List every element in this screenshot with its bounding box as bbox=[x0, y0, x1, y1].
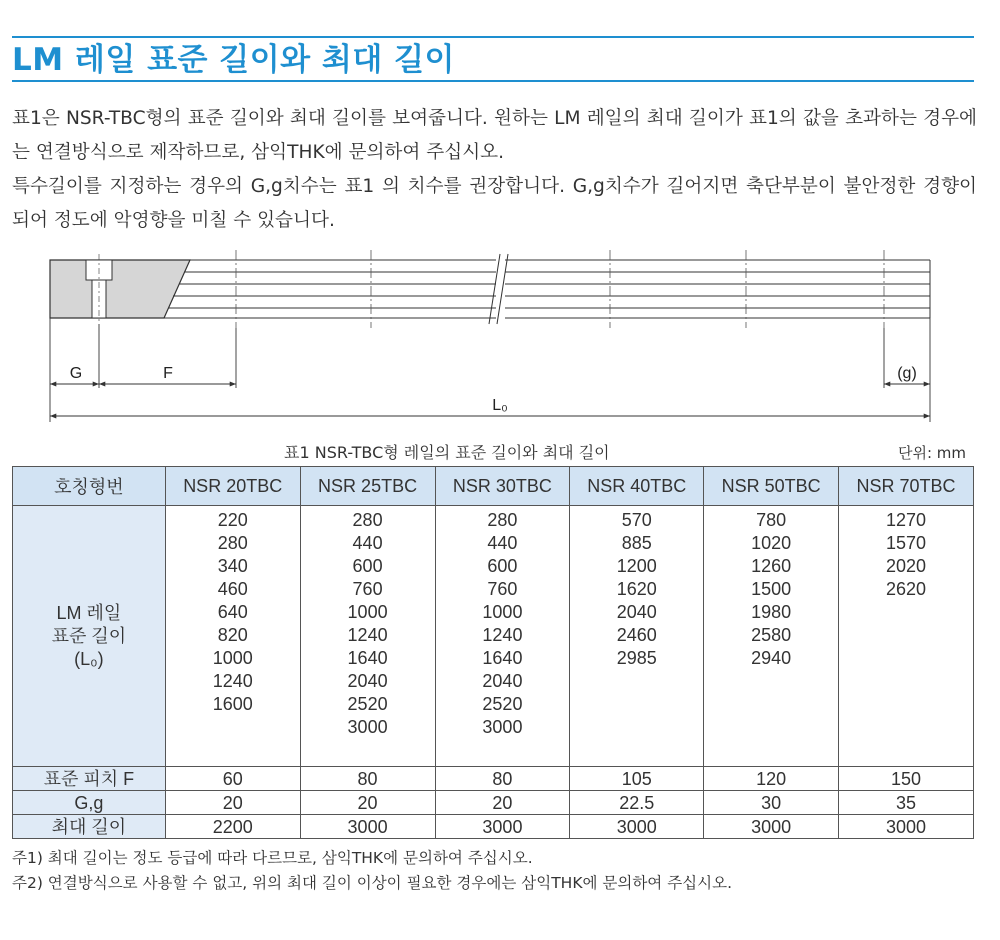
rail-end-section bbox=[50, 260, 190, 318]
standard-length-value: 440 bbox=[352, 533, 383, 553]
table-cell: 120 bbox=[704, 767, 839, 791]
standard-length-value: 1240 bbox=[347, 625, 388, 645]
standard-length-value: 2040 bbox=[616, 602, 657, 622]
label-L0: L₀ bbox=[492, 397, 508, 414]
standard-length-value: 760 bbox=[352, 579, 383, 599]
intro-paragraph-2: 특수길이를 지정하는 경우의 G,g치수는 표1 의 치수를 권장합니다. G,g치수가 길어지면 축단부분이 불안정한 경향이 되어 정도에 악영향을 미칠 수 있습니다. bbox=[12, 176, 977, 231]
table-caption: 표1 NSR-TBC형 레일의 표준 길이와 최대 길이 bbox=[284, 443, 610, 462]
standard-length-value: 1260 bbox=[751, 556, 792, 576]
standard-length-value: 885 bbox=[621, 533, 652, 553]
header-model: NSR 40TBC bbox=[570, 467, 704, 506]
footnote-1: 주1) 최대 길이는 정도 등급에 따라 다르므로, 삼익THK에 문의하여 주십시오. bbox=[12, 849, 533, 867]
standard-length-value: 280 bbox=[487, 510, 518, 530]
intro-paragraph-1: 표1은 NSR-TBC형의 표준 길이와 최대 길이를 보여줍니다. 원하는 LM 레일의 최대 길이가 표1의 값을 초과하는 경우에는 연결방식으로 제작하므로, 삼익THK에 문의하여 주십시오. bbox=[12, 108, 977, 163]
table-cell: 3000 bbox=[570, 815, 704, 839]
table-cell: 80 bbox=[300, 767, 435, 791]
standard-length-value: 2460 bbox=[616, 625, 657, 645]
standard-length-value: 1200 bbox=[616, 556, 657, 576]
standard-length-value: 2985 bbox=[616, 648, 657, 668]
standard-lengths-cell bbox=[839, 506, 974, 767]
standard-length-row bbox=[13, 506, 974, 767]
standard-length-value: 600 bbox=[352, 556, 383, 576]
standard-length-value: 1020 bbox=[751, 533, 792, 553]
standard-length-value: 2040 bbox=[347, 671, 388, 691]
table-row bbox=[13, 815, 974, 839]
label-F: F bbox=[163, 365, 173, 382]
label-g: (g) bbox=[897, 365, 917, 382]
standard-lengths-cell bbox=[570, 506, 704, 767]
standard-length-value: 2940 bbox=[751, 648, 792, 668]
standard-length-value: 1000 bbox=[212, 648, 253, 668]
standard-length-value: 780 bbox=[756, 510, 787, 530]
standard-length-value: 1640 bbox=[482, 648, 523, 668]
table-cell: 2200 bbox=[165, 815, 300, 839]
standard-length-value: 1000 bbox=[347, 602, 388, 622]
standard-length-value: 460 bbox=[217, 579, 248, 599]
table-row bbox=[13, 767, 974, 791]
header-model: NSR 30TBC bbox=[435, 467, 570, 506]
row-label: 표준 피치 F bbox=[13, 767, 166, 791]
label-G: G bbox=[69, 365, 83, 382]
standard-length-value: 340 bbox=[217, 556, 248, 576]
table-cell: 35 bbox=[839, 791, 974, 815]
standard-length-value: 1620 bbox=[616, 579, 657, 599]
bolt-pitch-centerlines bbox=[236, 250, 884, 328]
standard-length-value: 1640 bbox=[347, 648, 388, 668]
footnotes bbox=[12, 846, 732, 896]
intro-text bbox=[12, 102, 977, 238]
header-model: NSR 70TBC bbox=[839, 467, 974, 506]
table-cell: 80 bbox=[435, 767, 570, 791]
standard-length-value: 760 bbox=[487, 579, 518, 599]
standard-length-value: 570 bbox=[621, 510, 652, 530]
table-cell: 3000 bbox=[300, 815, 435, 839]
rail-dimension-diagram bbox=[0, 240, 1000, 430]
rail-break-symbol bbox=[489, 254, 508, 324]
table-cell: 3000 bbox=[704, 815, 839, 839]
standard-lengths-cell bbox=[704, 506, 839, 767]
standard-length-value: 640 bbox=[217, 602, 248, 622]
table-cell: 20 bbox=[300, 791, 435, 815]
standard-length-value: 1570 bbox=[886, 533, 927, 553]
standard-length-value: 2580 bbox=[751, 625, 792, 645]
table-cell: 3000 bbox=[435, 815, 570, 839]
standard-length-value: 2520 bbox=[347, 694, 388, 714]
standard-length-value: 1600 bbox=[212, 694, 253, 714]
table-cell: 22.5 bbox=[570, 791, 704, 815]
standard-length-value: 440 bbox=[487, 533, 518, 553]
header-model: NSR 50TBC bbox=[704, 467, 839, 506]
row-label: 최대 길이 bbox=[13, 815, 166, 839]
row-label: G,g bbox=[13, 791, 166, 815]
standard-length-value: 1240 bbox=[212, 671, 253, 691]
table-cell: 30 bbox=[704, 791, 839, 815]
standard-length-value: 820 bbox=[217, 625, 248, 645]
standard-length-value: 600 bbox=[487, 556, 518, 576]
table-cell: 60 bbox=[165, 767, 300, 791]
header-model: NSR 20TBC bbox=[165, 467, 300, 506]
standard-length-value: 280 bbox=[217, 533, 248, 553]
page-title: LM 레일 표준 길이와 최대 길이 bbox=[12, 42, 455, 78]
standard-length-value: 280 bbox=[352, 510, 383, 530]
rail-length-table bbox=[12, 466, 974, 839]
standard-lengths-cell bbox=[300, 506, 435, 767]
standard-length-value: 3000 bbox=[347, 717, 388, 737]
standard-length-value: 1270 bbox=[886, 510, 927, 530]
standard-length-value: 220 bbox=[217, 510, 248, 530]
standard-lengths-cell bbox=[435, 506, 570, 767]
table-header-row bbox=[13, 467, 974, 506]
table-cell: 105 bbox=[570, 767, 704, 791]
header-model: NSR 25TBC bbox=[300, 467, 435, 506]
standard-length-value: 2620 bbox=[886, 579, 927, 599]
header-model-label: 호칭형번 bbox=[13, 467, 166, 506]
standard-lengths-cell bbox=[165, 506, 300, 767]
standard-length-value: 2040 bbox=[482, 671, 523, 691]
standard-length-value: 1240 bbox=[482, 625, 523, 645]
standard-length-value: 2520 bbox=[482, 694, 523, 714]
table-unit: 단위: mm bbox=[898, 444, 967, 462]
table-cell: 150 bbox=[839, 767, 974, 791]
standard-length-value: 1980 bbox=[751, 602, 792, 622]
table-cell: 20 bbox=[435, 791, 570, 815]
title-bottom-rule bbox=[12, 80, 974, 82]
standard-length-value: 3000 bbox=[482, 717, 523, 737]
standard-length-value: 2020 bbox=[886, 556, 927, 576]
table-row bbox=[13, 791, 974, 815]
standard-length-value: 1500 bbox=[751, 579, 792, 599]
table-cell: 3000 bbox=[839, 815, 974, 839]
standard-length-label: LM 레일 표준 길이 (L₀) bbox=[13, 506, 166, 767]
footnote-2: 주2) 연결방식으로 사용할 수 없고, 위의 최대 길이 이상이 필요한 경우에는 삼익THK에 문의하여 주십시오. bbox=[12, 874, 733, 892]
standard-length-value: 1000 bbox=[482, 602, 523, 622]
table-cell: 20 bbox=[165, 791, 300, 815]
